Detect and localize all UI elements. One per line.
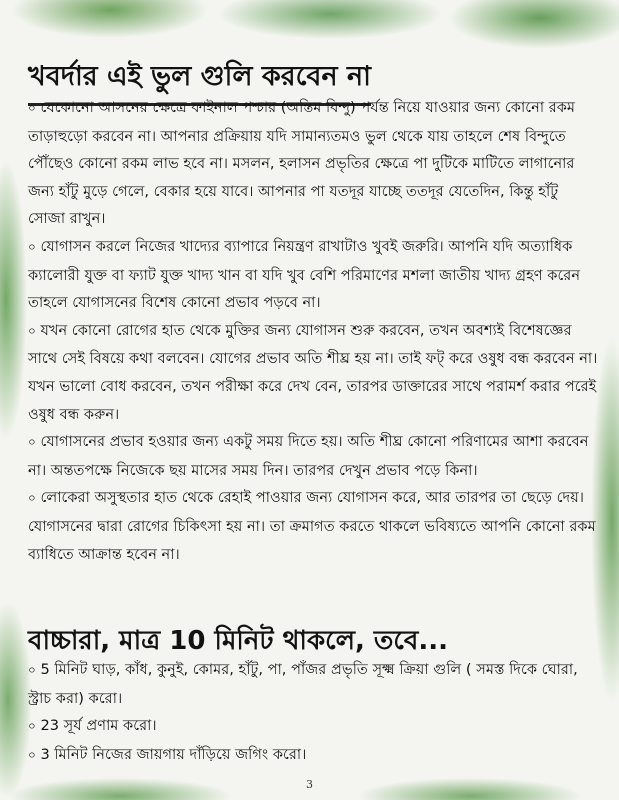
bullet-icon: ০	[28, 435, 36, 450]
list-item	[28, 484, 598, 568]
item-text: লোকেরা অসুস্থতার হাত থেকে রেহাই পাওয়ার জন্য যোগাসন করে, আর তারপর তা ছেড়ে দেয়। যোগাসনের দ্বারা রোগের চিকিৎসা হয় না। তা ক্রমাগত করতে থাকলে ভবিষ্যতে আপনি কোনো রকম ব্যাধিতে আক্রান্ত হবেন না।	[28, 489, 596, 563]
bullet-icon: ০	[28, 491, 36, 506]
bullet-icon: ০	[28, 747, 36, 762]
mistakes-list	[28, 94, 598, 568]
item-text: যেকোনো আসনের ক্ষেত্রে ফাইনাল পশ্চার (অন্তিম বিন্দু) পর্যন্ত নিয়ে যাওয়ার জন্য কোনো রকম তাড়াহুড়ো করবেন না। আপনার প্রক্রিয়ায় যদি সামান্যতমও ভুল থেকে যায় তাহলে শেষ বিন্দুতে পৌঁছেও কোনো রকম লাভ হবে না। মসলন, হলাসন প্রভৃতির ক্ষেত্রে পা দুটিকে মাটিতে লাগানোর জন্য হাঁটু মুড়ে গেলে, বেকার হয়ে যাবে। আপনার পা যতদূর যাচ্ছে ততদূর যেতেদিন, কিন্তু হাঁটু সোজা রাখুন।	[28, 99, 576, 228]
list-item	[28, 712, 598, 741]
item-text: যোগাসনের প্রভাব হওয়ার জন্য একটু সময় দিতে হয়। অতি শীঘ্র কোনো পরিণামের আশা করবেন না। অন্ততপক্ষে নিজেকে ছয় মাসের সময় দিন। তারপর দেখুন প্রভাব পড়ে কিনা।	[28, 433, 589, 479]
list-item	[28, 656, 598, 712]
item-text: যোগাসন করলে নিজের খাদ্যের ব্যাপারে নিয়ন্ত্রণ রাখাটাও খুবই জরুরি। আপনি যদি অত্যাধিক ক্যালোরী যুক্ত বা ফ্যাট যুক্ত খাদ্য খান বা যদি খুব বেশি পরিমাণের মশলা জাতীয় খাদ্য গ্রহণ করেন তাহলে যোগাসনের বিশেষ কোনো প্রভাব পড়বে না।	[28, 237, 581, 312]
page-number: 3	[306, 778, 313, 791]
bullet-icon: ০	[28, 719, 36, 734]
list-item	[28, 233, 598, 317]
list-item	[28, 94, 598, 233]
list-item	[28, 741, 598, 770]
bullet-icon: ০	[28, 663, 36, 677]
item-text: 23 সূর্য প্রণাম করো।	[40, 717, 157, 735]
item-text: যখন কোনো রোগের হাত থেকে মুক্তির জন্য যোগাসন শুরু করবেন, তখন অবশ্যই বিশেষজ্ঞের সাথে সেই বিষয়ে কথা বলবেন। যোগের প্রভাব অতি শীঘ্র হয় না। তাই ফট্ করে ওষুধ বন্ধ করবেন না। যখন ভালো বোধ করবেন, তখন পরীক্ষা করে দেখ বেন, তারপর ডাক্তারের সাথে পরামর্শ করার পরেই ওষুধ বন্ধ করুন।	[28, 321, 598, 423]
section-title-kids: বাচ্চারা, মাত্র 10 মিনিট থাকলে, তবে...	[28, 626, 448, 656]
item-text: 5 মিনিট ঘাড়, কাঁধ, কুনুই, কোমর, হাঁটু, পা, পাঁজর প্রভৃতি সূক্ষ্ম ক্রিয়া গুলি ( সমস্ত দিকে ঘোরা, স্ট্রাচ করা) করো।	[28, 661, 578, 707]
bullet-icon: ০	[28, 101, 36, 115]
section-title-mistakes: খবর্দার এই ভুল গুলি করবেন না	[28, 56, 371, 106]
list-item	[28, 428, 598, 484]
item-text: 3 মিনিট নিজের জায়গায় দাঁড়িয়ে জগিং করো।	[40, 745, 307, 763]
kids-routine-list	[28, 656, 598, 769]
list-item	[28, 317, 598, 428]
bullet-icon: ০	[28, 323, 36, 338]
bullet-icon: ০	[28, 239, 36, 254]
